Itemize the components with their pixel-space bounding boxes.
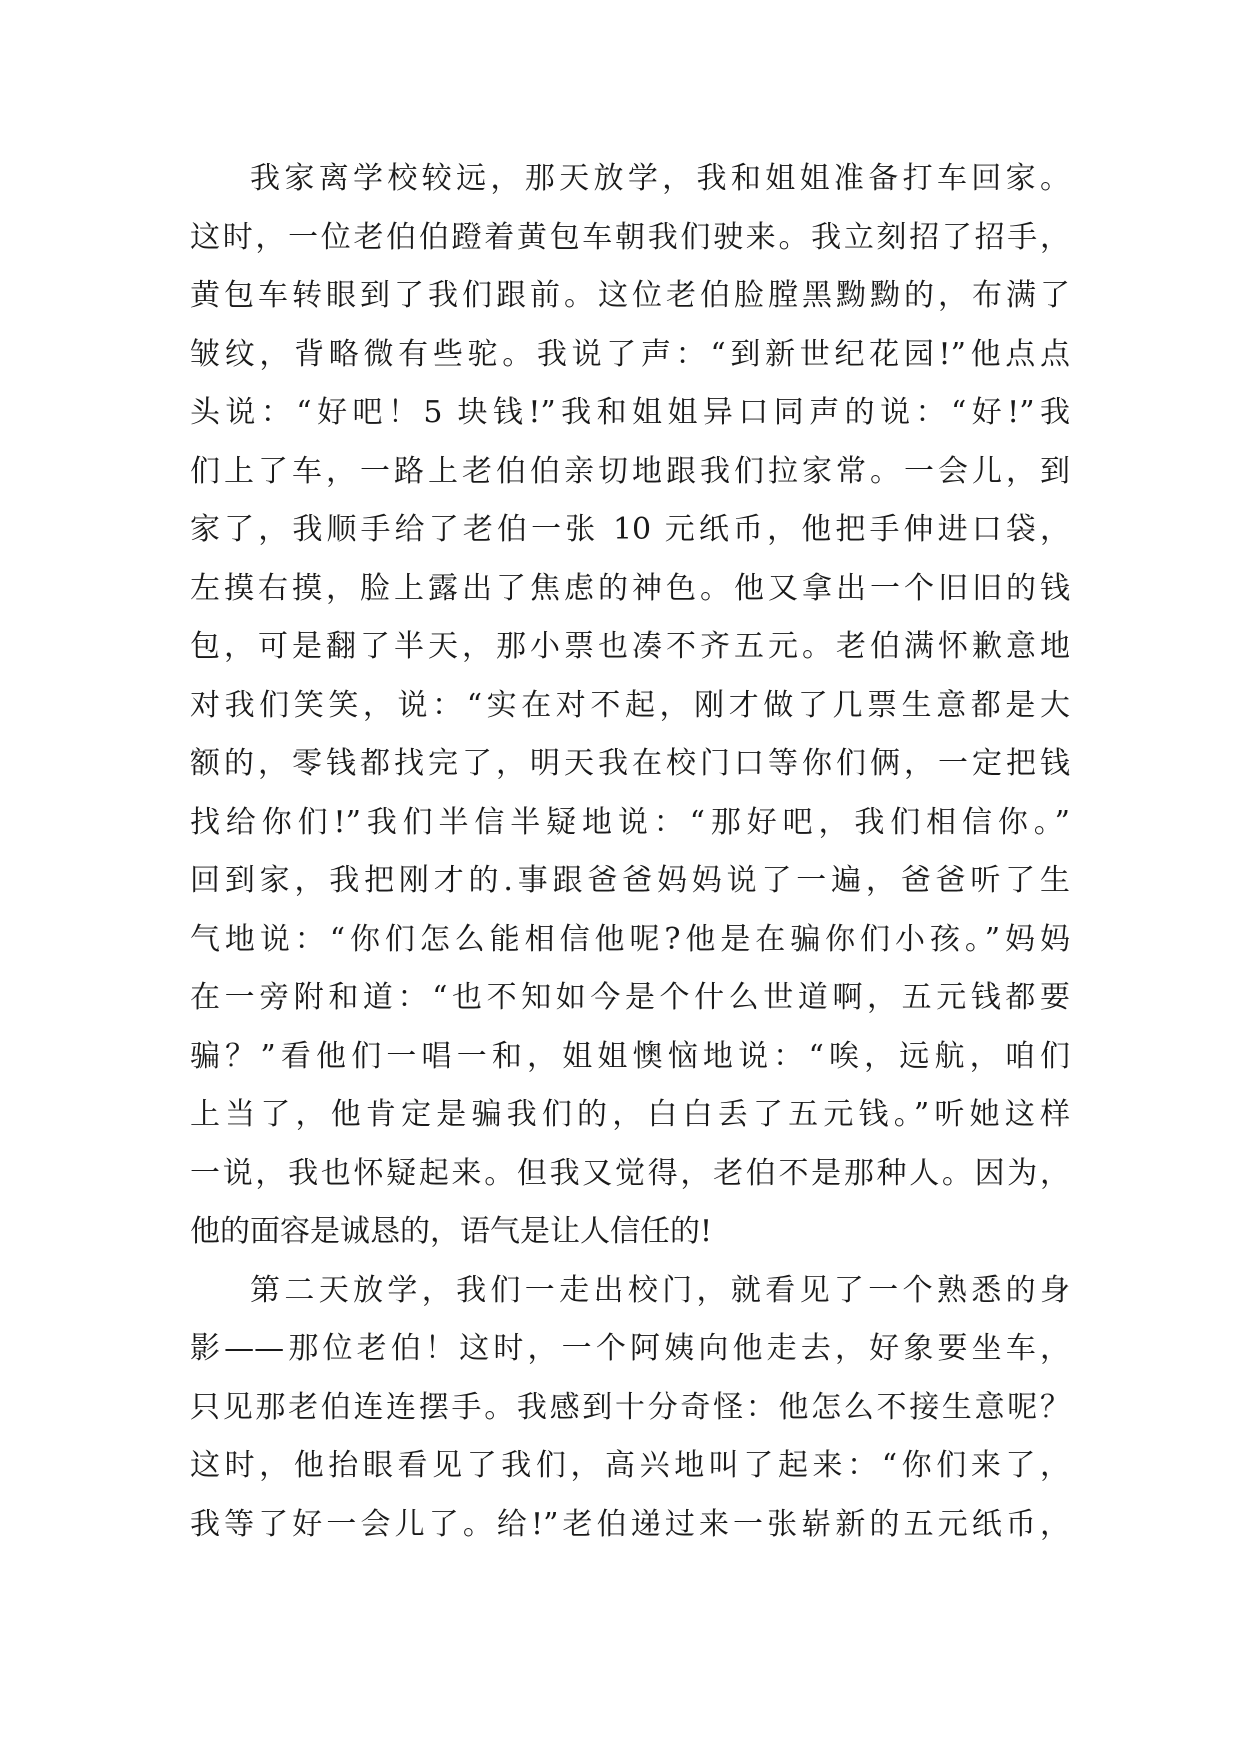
text-line: 左摸右摸，脸上露出了焦虑的神色。他又拿出一个旧旧的钱: [190, 570, 1070, 606]
paragraph-2: [190, 1262, 1070, 1555]
text-line: 一说，我也怀疑起来。但我又觉得，老伯不是那种人。因为，: [190, 1155, 1070, 1191]
text-line: 我家离学校较远，那天放学，我和姐姐准备打车回家。: [250, 161, 1070, 196]
paragraph-1: [190, 150, 1070, 1262]
text-line: 上当了，他肯定是骗我们的，白白丢了五元钱。”听她这样: [190, 1097, 1070, 1132]
text-line: 回到家，我把刚才的.事跟爸爸妈妈说了一遍，爸爸听了生: [190, 863, 1070, 898]
text-line: 这时，一位老伯伯蹬着黄包车朝我们驶来。我立刻招了招手，: [190, 219, 1070, 255]
text-line: 们上了车，一路上老伯伯亲切地跟我们拉家常。一会儿，到: [190, 453, 1070, 489]
text-line: 黄包车转眼到了我们跟前。这位老伯脸膛黑黝黝的，布满了: [190, 278, 1070, 313]
text-line: 他的面容是诚恳的，语气是让人信任的!: [190, 1214, 713, 1249]
text-line: 气地说：“你们怎么能相信他呢?他是在骗你们小孩。”妈妈: [190, 921, 1070, 957]
text-line: 家了，我顺手给了老伯一张 10 元纸币，他把手伸进口袋，: [190, 512, 1070, 547]
text-line: 额的，零钱都找完了，明天我在校门口等你们俩，一定把钱: [190, 746, 1070, 781]
text-line: 第二天放学，我们一走出校门，就看见了一个熟悉的身: [250, 1272, 1070, 1308]
text-line: 只见那老伯连连摆手。我感到十分奇怪：他怎么不接生意呢？: [190, 1389, 1070, 1425]
text-line: 找给你们!”我们半信半疑地说：“那好吧，我们相信你。”: [190, 804, 1070, 840]
text-line: 包，可是翻了半天，那小票也凑不齐五元。老伯满怀歉意地: [190, 629, 1070, 664]
text-line: 我等了好一会儿了。给!”老伯递过来一张崭新的五元纸币，: [190, 1506, 1070, 1542]
text-line: 影——那位老伯！这时，一个阿姨向他走去，好象要坐车，: [190, 1331, 1070, 1366]
text-line: 骗？”看他们一唱一和，姐姐懊恼地说：“唉，远航，咱们: [190, 1038, 1070, 1074]
text-line: 这时，他抬眼看见了我们，高兴地叫了起来：“你们来了，: [190, 1448, 1070, 1483]
text-line: 对我们笑笑，说：“实在对不起，刚才做了几票生意都是大: [190, 687, 1070, 723]
text-line: 皱纹，背略微有些驼。我说了声：“到新世纪花园!”他点点: [190, 336, 1070, 372]
text-line: 头说：“好吧！5 块钱!”我和姐姐异口同声的说：“好!”我: [190, 395, 1070, 430]
text-line: 在一旁附和道：“也不知如今是个什么世道啊，五元钱都要: [190, 980, 1070, 1015]
body-text: [190, 150, 1070, 1554]
